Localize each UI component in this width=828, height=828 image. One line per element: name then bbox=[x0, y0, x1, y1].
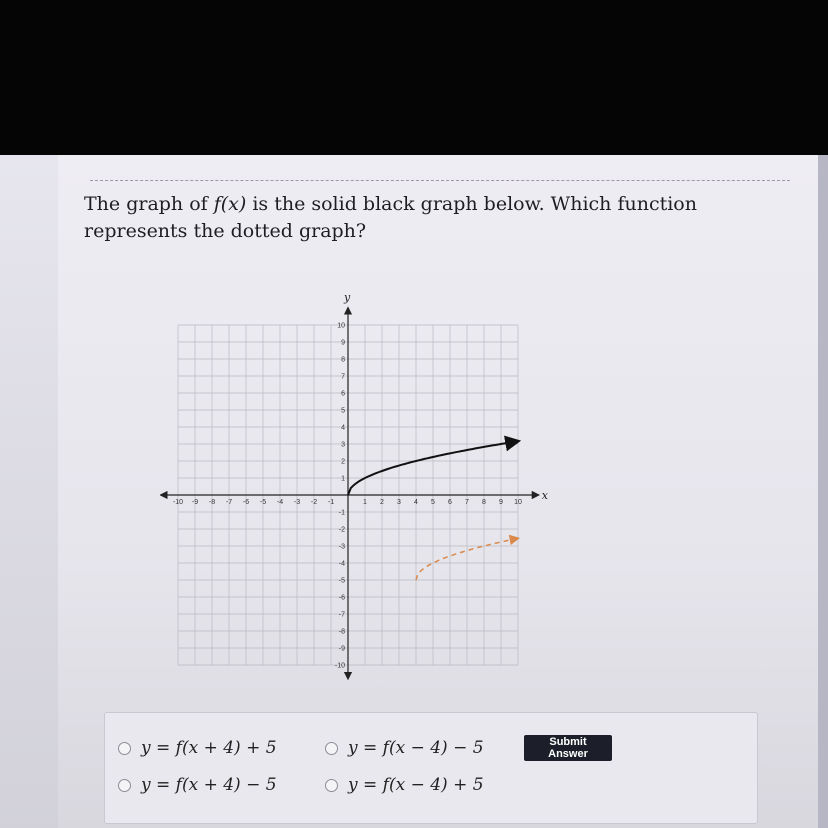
x-tick-label: 9 bbox=[499, 499, 503, 506]
y-tick-label: 8 bbox=[341, 356, 345, 364]
y-tick-label: -8 bbox=[338, 628, 345, 636]
choice-c[interactable] bbox=[118, 775, 277, 795]
y-tick-label: 2 bbox=[341, 458, 345, 466]
y-tick-label: 6 bbox=[341, 390, 345, 398]
x-tick-label: -5 bbox=[259, 499, 267, 506]
question-function: f(x) bbox=[213, 193, 247, 215]
question-prefix: The graph of bbox=[84, 193, 214, 215]
x-tick-label: -9 bbox=[191, 499, 199, 506]
x-tick-label: -10 bbox=[172, 499, 184, 506]
dotted-divider bbox=[90, 180, 790, 181]
radio-d[interactable] bbox=[325, 779, 338, 792]
x-tick-label: 2 bbox=[380, 499, 384, 506]
x-tick-label: 7 bbox=[465, 499, 469, 506]
y-tick-label: 7 bbox=[341, 373, 345, 381]
right-edge bbox=[818, 155, 828, 828]
choice-c-label: y = f(x + 4) − 5 bbox=[141, 775, 277, 795]
y-tick-label: -1 bbox=[338, 509, 345, 517]
answers-box bbox=[104, 712, 758, 824]
choice-b-label: y = f(x − 4) − 5 bbox=[348, 738, 484, 758]
question-suffix: is the solid black graph below. Which function represents the dotted graph? bbox=[84, 193, 697, 242]
x-tick-label: 10 bbox=[514, 499, 522, 506]
y-tick-label: 4 bbox=[341, 424, 345, 432]
submit-answer-button[interactable]: Submit Answer bbox=[524, 735, 612, 761]
y-tick-label: -10 bbox=[334, 662, 345, 670]
x-tick-label: 5 bbox=[431, 499, 435, 506]
x-tick-label: -8 bbox=[208, 499, 216, 506]
screen-area bbox=[0, 155, 828, 828]
choice-a[interactable] bbox=[118, 738, 277, 758]
choice-d-label: y = f(x − 4) + 5 bbox=[348, 775, 484, 795]
y-axis-label: y bbox=[344, 291, 351, 305]
y-tick-label: 1 bbox=[341, 475, 345, 483]
choice-d[interactable] bbox=[325, 775, 484, 795]
y-tick-label: -9 bbox=[338, 645, 345, 653]
x-tick-label: -6 bbox=[242, 499, 250, 506]
y-tick-label: 3 bbox=[341, 441, 345, 449]
y-tick-label: 9 bbox=[341, 339, 345, 347]
y-tick-label: -5 bbox=[338, 577, 345, 585]
y-tick-label: -7 bbox=[338, 611, 345, 619]
y-tick-label: 5 bbox=[341, 407, 345, 415]
y-tick-label: -4 bbox=[338, 560, 345, 568]
choice-a-label: y = f(x + 4) + 5 bbox=[141, 738, 277, 758]
x-tick-label: 4 bbox=[414, 499, 418, 506]
y-tick-label: 10 bbox=[337, 322, 345, 330]
x-tick-label: -3 bbox=[293, 499, 301, 506]
coordinate-graph bbox=[160, 283, 560, 683]
y-tick-label: -2 bbox=[338, 526, 345, 534]
x-tick-label: -7 bbox=[225, 499, 233, 506]
choice-b[interactable] bbox=[325, 738, 484, 758]
y-tick-label: -6 bbox=[338, 594, 345, 602]
x-tick-label: -4 bbox=[276, 499, 284, 506]
y-tick-label: -3 bbox=[338, 543, 345, 551]
radio-a[interactable] bbox=[118, 742, 131, 755]
radio-b[interactable] bbox=[325, 742, 338, 755]
x-tick-label: -2 bbox=[310, 499, 318, 506]
radio-c[interactable] bbox=[118, 779, 131, 792]
x-tick-label: 3 bbox=[397, 499, 401, 506]
x-tick-label: -1 bbox=[327, 499, 335, 506]
question-text bbox=[84, 191, 774, 245]
x-tick-label: 8 bbox=[482, 499, 486, 506]
top-black-bar bbox=[0, 0, 828, 155]
x-axis-label: x bbox=[541, 489, 549, 502]
x-tick-label: 1 bbox=[363, 499, 367, 506]
x-tick-label: 6 bbox=[448, 499, 452, 506]
